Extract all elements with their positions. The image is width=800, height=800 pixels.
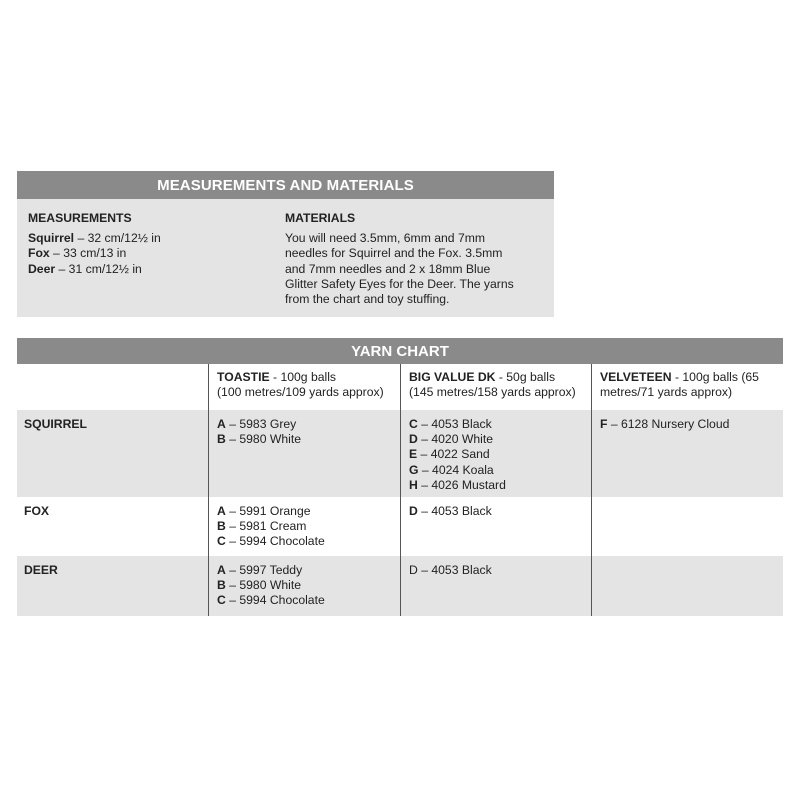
yarn-ball-info: - 100g balls (65 [671, 370, 759, 384]
measurement-item [28, 246, 268, 261]
yarn-length-info: metres/71 yards approx) [600, 385, 733, 400]
yarn-code: C [409, 417, 418, 431]
yarn-item [217, 593, 392, 608]
yarn-shade: – 5981 Cream [225, 519, 307, 534]
measurement-value: – 32 cm/12½ in [74, 231, 161, 246]
yarn-code: A [217, 504, 226, 518]
yarn-brand-name: TOASTIE [217, 370, 270, 384]
yarn-shade: – 4022 Sand [417, 447, 490, 462]
yarn-shade: – 5991 Orange [225, 504, 311, 518]
materials-text-line: and 7mm needles and 2 x 18mm Blue [285, 261, 491, 276]
big-value-cell [400, 556, 591, 616]
yarn-shade: – 5994 Chocolate [225, 593, 325, 608]
yarn-code: G [409, 462, 419, 477]
yarn-code: D [409, 504, 418, 518]
measurement-name: Squirrel [28, 231, 75, 246]
yarn-item [409, 563, 583, 578]
yarn-shade: – 5997 Teddy [225, 563, 303, 577]
measurement-name: Deer [28, 261, 56, 276]
yarn-item [409, 432, 583, 447]
header-empty-cell [17, 364, 208, 410]
measurements-materials-title: MEASUREMENTS AND MATERIALS [17, 171, 554, 199]
yarn-ball-info: - 100g balls [269, 370, 337, 384]
materials-section [285, 211, 547, 307]
yarn-code: C [217, 593, 226, 608]
yarn-code: C [217, 534, 226, 549]
yarn-code: B [217, 578, 226, 593]
yarn-item [409, 478, 583, 493]
materials-heading: MATERIALS [285, 211, 356, 225]
yarn-item [600, 417, 775, 432]
yarn-item [409, 463, 583, 478]
materials-text-line: needles for Squirrel and the Fox. 3.5mm [285, 246, 503, 261]
velveteen-cell [591, 410, 783, 497]
yarn-code: H [409, 477, 418, 492]
yarn-item [217, 534, 392, 549]
yarn-code: B [217, 432, 226, 447]
yarn-shade: – 5983 Grey [225, 417, 297, 431]
yarn-code: E [409, 447, 418, 462]
big-value-cell [400, 410, 591, 497]
yarn-item [409, 447, 583, 462]
yarn-length-info: (100 metres/109 yards approx) [217, 385, 384, 400]
yarn-shade: – 4024 Koala [418, 462, 494, 477]
measurement-value: – 31 cm/12½ in [55, 261, 142, 276]
table-row-fox [17, 497, 783, 556]
yarn-item [217, 563, 392, 578]
measurement-name: Fox [28, 246, 50, 261]
yarn-chart-header-row [17, 364, 783, 410]
yarn-code: B [217, 519, 226, 534]
measurement-item [28, 262, 268, 277]
yarn-code: A [217, 563, 226, 577]
yarn-shade: – 4020 White [417, 432, 494, 447]
table-row-deer [17, 556, 783, 616]
yarn-item [217, 519, 392, 534]
yarn-shade: – 4053 Black [417, 504, 492, 518]
yarn-shade: – 4053 Black [417, 417, 492, 431]
yarn-brand-name: VELVETEEN [600, 370, 672, 384]
yarn-code: F [600, 417, 608, 431]
velveteen-cell [591, 497, 783, 556]
yarn-item [409, 504, 583, 519]
yarn-item [217, 578, 392, 593]
table-row-squirrel [17, 410, 783, 497]
measurements-heading: MEASUREMENTS [28, 211, 132, 225]
materials-text-line: from the chart and toy stuffing. [285, 292, 450, 307]
big-value-cell [400, 497, 591, 556]
animal-label: DEER [24, 563, 58, 577]
yarn-shade: – 5994 Chocolate [225, 534, 325, 549]
yarn-chart-table [17, 338, 783, 616]
yarn-ball-info: - 50g balls [495, 370, 556, 384]
yarn-shade: – 6128 Nursery Cloud [607, 417, 730, 431]
animal-label: FOX [24, 504, 50, 518]
measurements-materials-panel [17, 171, 554, 317]
velveteen-cell [591, 556, 783, 616]
yarn-chart-title: YARN CHART [17, 338, 783, 364]
yarn-length-info: (145 metres/158 yards approx) [409, 385, 576, 400]
yarn-code: D [409, 563, 418, 577]
column-header-velveteen [591, 364, 783, 410]
column-header-big-value-dk [400, 364, 591, 410]
toastie-cell [208, 556, 400, 616]
yarn-item [409, 417, 583, 432]
yarn-code: D [409, 432, 418, 447]
materials-text-line: You will need 3.5mm, 6mm and 7mm [285, 231, 486, 246]
measurement-value: – 33 cm/13 in [49, 246, 127, 261]
yarn-brand-name: BIG VALUE DK [409, 370, 496, 384]
yarn-shade: – 5980 White [225, 432, 302, 447]
materials-text-line: Glitter Safety Eyes for the Deer. The yarns [285, 276, 514, 291]
yarn-shade: – 5980 White [225, 578, 302, 593]
measurements-section [28, 211, 268, 277]
yarn-item [217, 432, 392, 447]
yarn-code: A [217, 417, 226, 431]
yarn-item [217, 417, 392, 432]
yarn-item [217, 504, 392, 519]
toastie-cell [208, 497, 400, 556]
measurement-item [28, 231, 268, 246]
toastie-cell [208, 410, 400, 497]
yarn-shade: – 4053 Black [417, 563, 492, 577]
yarn-shade: – 4026 Mustard [417, 477, 506, 492]
animal-label: SQUIRREL [24, 417, 87, 431]
column-header-toastie [208, 364, 400, 410]
